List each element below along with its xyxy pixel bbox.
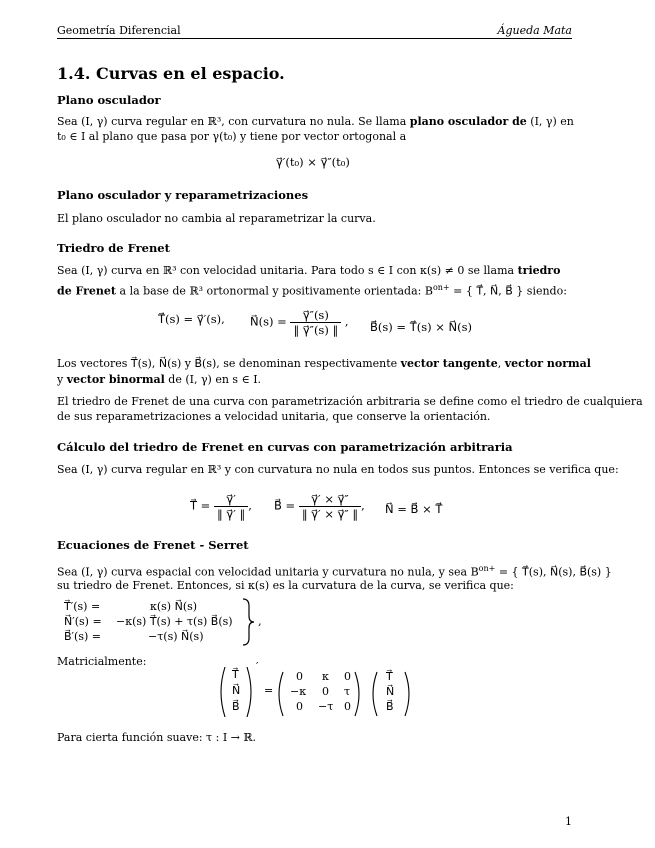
fs-row-lhs: N⃗′(s) = (64, 615, 102, 628)
p1-bold: plano osculador de (409, 115, 527, 128)
lhs-vector-B: B⃗ (232, 700, 240, 713)
p4-bold-c: vector binormal (66, 373, 165, 386)
eq3-T-denominator: ‖ γ⃗′ ‖ (216, 507, 246, 521)
running-header (57, 24, 572, 39)
paragraph-3-line1 (57, 263, 560, 278)
eq2-N-lhs: N⃗(s) = (250, 314, 287, 329)
p1-text-c: (I, γ) en (530, 115, 574, 128)
paragraph-1-line1 (57, 114, 574, 129)
paragraph-2: El plano osculador no cambia al reparametrizar la curva. (57, 212, 376, 225)
p7-text-a: Sea (I, γ) curva espacial con velocidad unitaria y curvatura no nula, y sea B (57, 565, 479, 579)
p3-text-e: = { T⃗, N⃗, B⃗ } siendo: (449, 284, 567, 298)
paragraph-5-line1: El triedro de Frenet de una curva con parametrización arbitraria se define como el triedro de cualquiera (57, 395, 643, 408)
heading-calculo-triedro: Cálculo del triedro de Frenet en curvas con parametrización arbitraria (57, 440, 513, 454)
matrix-cell: 0 (344, 670, 351, 683)
p7-text-b: = { T⃗(s), N⃗(s), B⃗(s) } (495, 565, 612, 579)
p3-bold-b: de Frenet (57, 284, 117, 298)
p3-superscript: on+ (432, 283, 450, 292)
eq3-T-fraction (214, 492, 248, 521)
paragraph-4-line2 (57, 372, 261, 387)
derivative-prime: ′ (256, 660, 259, 673)
matricially-label: Matricialmente: (57, 655, 147, 668)
equation-2-N: N⃗(s) = $\frac{\gamma⃗''(s)}{‖ \gamma⃗''(s) ‖}$ , (250, 308, 349, 337)
eq3-T-numerator: γ⃗′ (214, 492, 248, 507)
p3-bold-a: triedro (517, 264, 561, 277)
rhs-vector-B: B⃗ (386, 700, 394, 713)
paragraph-7-line1 (57, 561, 612, 580)
eq2-N-fraction (290, 308, 341, 337)
paragraph-3-line2 (57, 280, 567, 299)
eq3-B-numerator: γ⃗′ × γ⃗″ (299, 492, 361, 507)
header-right: Águeda Mata (497, 24, 572, 37)
page-number: 1 (565, 815, 572, 828)
eq3-B-denominator: ‖ γ⃗′ × γ⃗″ ‖ (301, 507, 359, 521)
matrix-cell: −τ (318, 700, 334, 713)
eq3-T-lhs: T⃗ = (190, 498, 211, 513)
matrix-cell: 0 (322, 685, 329, 698)
fs-row-lhs: B⃗′(s) = (64, 630, 101, 643)
p3-text-d: a la base de ℝ³ ortonormal y positivamente orientada: B (119, 284, 433, 298)
rhs-vector-T: T⃗ (386, 670, 393, 683)
section-title: 1.4. Curvas en el espacio. (57, 64, 285, 83)
p3-text-a: Sea (I, γ) curva en ℝ³ con velocidad unitaria. Para todo s ∈ I con κ(s) ≠ 0 se llama (57, 264, 515, 277)
equation-3-B: B⃗ = $\frac{\gamma⃗' \times \gamma⃗''}{‖ \gamma⃗' \times \gamma⃗'' ‖}$ , (274, 492, 365, 521)
matrix-equation (215, 664, 415, 720)
paragraph-4-line1: Los vectores T⃗(s), N⃗(s) y B⃗(s), se denominan respectivamente vector tangente, vector normal (57, 357, 591, 370)
heading-reparametrizaciones: Plano osculador y reparametrizaciones (57, 188, 309, 202)
matrix-cell: 0 (296, 700, 303, 713)
heading-triedro-frenet: Triedro de Frenet (57, 241, 170, 255)
matrix-cell: −κ (290, 685, 307, 698)
fs-row-rhs: κ(s) N⃗(s) (150, 600, 198, 613)
matrix-cell: 0 (296, 670, 303, 683)
lhs-vector-N: N⃗ (232, 684, 241, 697)
eq3-B-fraction (299, 492, 361, 521)
p4-bold-b: vector normal (504, 357, 591, 370)
matrix-cell: 0 (344, 700, 351, 713)
matrix-cell: τ (344, 685, 351, 698)
paragraph-5-line2: de sus reparametrizaciones a velocidad unitaria, que conserve la orientación. (57, 410, 491, 423)
p7-superscript: on+ (478, 564, 496, 573)
p4-text-a: Los vectores T⃗(s), N⃗(s) y B⃗(s), se denominan respectivamente (57, 357, 398, 370)
fs-row-lhs: T⃗′(s) = (64, 600, 101, 613)
paragraph-8: Para cierta función suave: τ : I → ℝ. (57, 731, 257, 744)
paragraph-7-line2: su triedro de Frenet. Entonces, si κ(s) es la curvatura de la curva, se verifica que: (57, 579, 514, 592)
fs-row-rhs: −κ(s) T⃗(s) + τ(s) B⃗(s) (116, 615, 233, 628)
p4-bold-a: vector tangente (400, 357, 498, 370)
equation-2-T: T⃗(s) = γ⃗′(s), (158, 312, 225, 326)
rhs-vector-N: N⃗ (386, 685, 395, 698)
right-brace-icon (240, 598, 256, 646)
p4-text-d: y (57, 373, 64, 386)
p1-text-a: Sea (I, γ) curva regular en ℝ³, con curvatura no nula. Se llama (57, 115, 407, 128)
header-left: Geometría Diferencial (57, 24, 181, 37)
lhs-vector-T: T⃗ (232, 668, 239, 681)
equation-2-B: B⃗(s) = T⃗(s) × N⃗(s) (370, 320, 473, 334)
eq2-N-denominator: ‖ γ⃗″(s) ‖ (293, 323, 339, 337)
equation-1: γ⃗′(t₀) × γ⃗″(t₀) (276, 155, 350, 169)
eq3-B-lhs: B⃗ = (274, 498, 296, 513)
heading-plano-osculador: Plano osculador (57, 93, 161, 107)
matrix-cell: κ (322, 670, 329, 683)
paragraph-1-line2: t₀ ∈ I al plano que pasa por γ(t₀) y tiene por vector ortogonal a (57, 130, 407, 143)
fs-comma: , (258, 614, 262, 628)
equation-3-T: T⃗ = $\frac{\gamma⃗'}{‖ \gamma⃗' ‖}$ , (190, 492, 252, 521)
eq2-N-numerator: γ⃗″(s) (290, 308, 341, 323)
equation-3-N: N⃗ = B⃗ × T⃗ (385, 502, 443, 516)
matrix-equals: = (264, 684, 274, 697)
paragraph-6: Sea (I, γ) curva regular en ℝ³ y con curvatura no nula en todos sus puntos. Entonces se verifica que: (57, 463, 619, 476)
p4-text-f: de (I, γ) en s ∈ I. (168, 373, 262, 386)
heading-frenet-serret: Ecuaciones de Frenet - Serret (57, 538, 249, 552)
fs-row-rhs: −τ(s) N⃗(s) (148, 630, 204, 643)
